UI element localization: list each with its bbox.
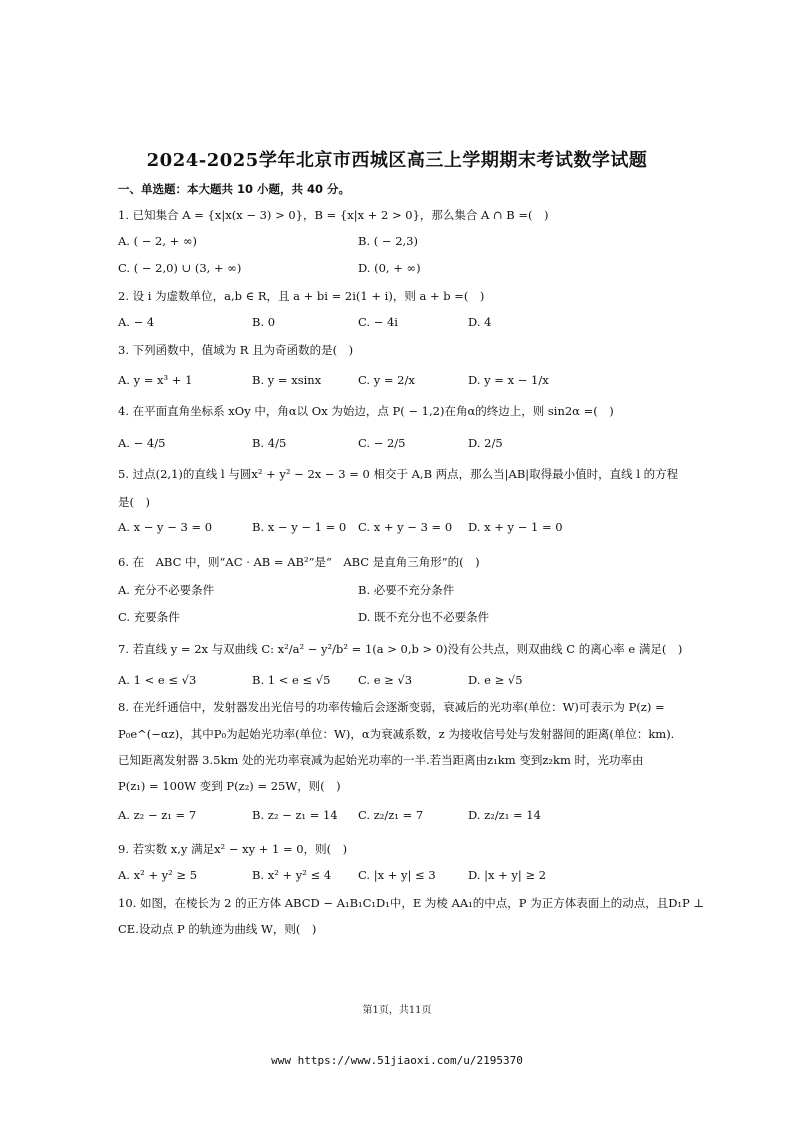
- question-8-stem-line: P₀e^(−αz)，其中P₀为起始光功率(单位：W)，α为衰减系数，z 为接收信号处与发射器间的距离(单位：km).: [118, 727, 675, 741]
- question-7-option-C: C. e ≥ √3: [358, 673, 413, 687]
- question-1-option-D: D. (0, + ∞): [358, 261, 421, 275]
- question-8-option-B: B. z₂ − z₁ = 14: [252, 808, 338, 822]
- page-title: 2024-2025学年北京市西城区高三上学期期末考试数学试题: [146, 150, 648, 171]
- question-5-option-D: D. x + y − 1 = 0: [468, 520, 563, 534]
- question-9-option-B: B. x² + y² ≤ 4: [252, 868, 332, 882]
- question-3-option-C: C. y = 2/x: [358, 373, 415, 387]
- question-6-option-A: A. 充分不必要条件: [118, 583, 215, 597]
- question-5-option-A: A. x − y − 3 = 0: [118, 520, 213, 534]
- question-9-stem-line: 9. 若实数 x,y 满足x² − xy + 1 = 0，则( ): [118, 842, 348, 856]
- question-8-stem-line: 已知距离发射器 3.5km 处的光功率衰减为起始光功率的一半.若当距离由z₁km 变到z₂km 时，光功率由: [118, 753, 644, 767]
- question-6-option-B: B. 必要不充分条件: [358, 583, 455, 597]
- question-6-option-D: D. 既不充分也不必要条件: [358, 610, 490, 624]
- question-4-option-B: B. 4/5: [252, 436, 287, 450]
- question-8-option-C: C. z₂/z₁ = 7: [358, 808, 424, 822]
- question-7-option-D: D. e ≥ √5: [468, 673, 523, 687]
- question-7-option-A: A. 1 < e ≤ √3: [118, 673, 197, 687]
- question-2-option-C: C. − 4i: [358, 315, 398, 329]
- question-1-option-C: C. ( − 2,0) ∪ (3, + ∞): [118, 261, 242, 275]
- section-heading: 一、单选题：本大题共 10 小题，共 40 分。: [118, 182, 351, 196]
- question-3-option-A: A. y = x³ + 1: [118, 373, 193, 387]
- question-2-option-D: D. 4: [468, 315, 492, 329]
- question-6-option-C: C. 充要条件: [118, 610, 180, 624]
- question-2-stem-line: 2. 设 i 为虚数单位，a,b ∈ R，且 a + bi = 2i(1 + i)，则 a + b =( ): [118, 289, 485, 303]
- question-4-option-C: C. − 2/5: [358, 436, 406, 450]
- page-footer: 第1页，共11页: [362, 1005, 432, 1016]
- question-9-option-D: D. |x + y| ≥ 2: [468, 868, 547, 882]
- question-6-stem-line: 6. 在 ABC 中，则“AC · AB = AB²”是“ ABC 是直角三角形”的( ): [118, 555, 480, 569]
- question-7-stem-line: 7. 若直线 y = 2x 与双曲线 C: x²/a² − y²/b² = 1(a > 0,b > 0)没有公共点，则双曲线 C 的离心率 e 满足( ): [118, 642, 683, 656]
- question-4-option-D: D. 2/5: [468, 436, 503, 450]
- question-4-stem-line: 4. 在平面直角坐标系 xOy 中，角α以 Ox 为始边，点 P( − 1,2)在角α的终边上，则 sin2α =( ): [118, 404, 614, 418]
- question-2-option-A: A. − 4: [118, 315, 155, 329]
- question-10-stem-line: CE.设动点 P 的轨迹为曲线 W，则( ): [118, 922, 317, 936]
- question-5-stem-line: 5. 过点(2,1)的直线 l 与圆x² + y² − 2x − 3 = 0 相交于 A,B 两点，那么当|AB|取得最小值时，直线 l 的方程: [118, 467, 679, 481]
- question-8-stem-line: P(z₁) = 100W 变到 P(z₂) = 25W，则( ): [118, 779, 341, 793]
- question-3-option-D: D. y = x − 1/x: [468, 373, 549, 387]
- question-10-stem-line: 10. 如图，在棱长为 2 的正方体 ABCD − A₁B₁C₁D₁中，E 为棱 AA₁的中点，P 为正方体表面上的动点，且D₁P ⊥: [118, 896, 705, 910]
- question-8-option-A: A. z₂ − z₁ = 7: [118, 808, 197, 822]
- question-8-option-D: D. z₂/z₁ = 14: [468, 808, 541, 822]
- question-1-option-A: A. ( − 2, + ∞): [118, 234, 198, 248]
- question-8-stem-line: 8. 在光纤通信中，发射器发出光信号的功率传输后会逐渐变弱，衰减后的光功率(单位：W)可表示为 P(z) =: [118, 700, 665, 714]
- question-3-option-B: B. y = xsinx: [252, 373, 322, 387]
- question-3-stem-line: 3. 下列函数中，值域为 R 且为奇函数的是( ): [118, 343, 354, 357]
- question-2-option-B: B. 0: [252, 315, 276, 329]
- question-9-option-C: C. |x + y| ≤ 3: [358, 868, 436, 882]
- question-5-option-C: C. x + y − 3 = 0: [358, 520, 453, 534]
- question-1-option-B: B. ( − 2,3): [358, 234, 418, 248]
- question-1-stem-line: 1. 已知集合 A = {x|x(x − 3) > 0}，B = {x|x + 2 > 0}，那么集合 A ∩ B =( ): [118, 208, 549, 222]
- source-url: www https://www.51jiaoxi.com/u/2195370: [271, 1054, 523, 1067]
- question-7-option-B: B. 1 < e ≤ √5: [252, 673, 331, 687]
- question-4-option-A: A. − 4/5: [118, 436, 166, 450]
- question-9-option-A: A. x² + y² ≥ 5: [118, 868, 198, 882]
- question-5-option-B: B. x − y − 1 = 0: [252, 520, 347, 534]
- question-5-stem-line: 是( ): [118, 495, 150, 509]
